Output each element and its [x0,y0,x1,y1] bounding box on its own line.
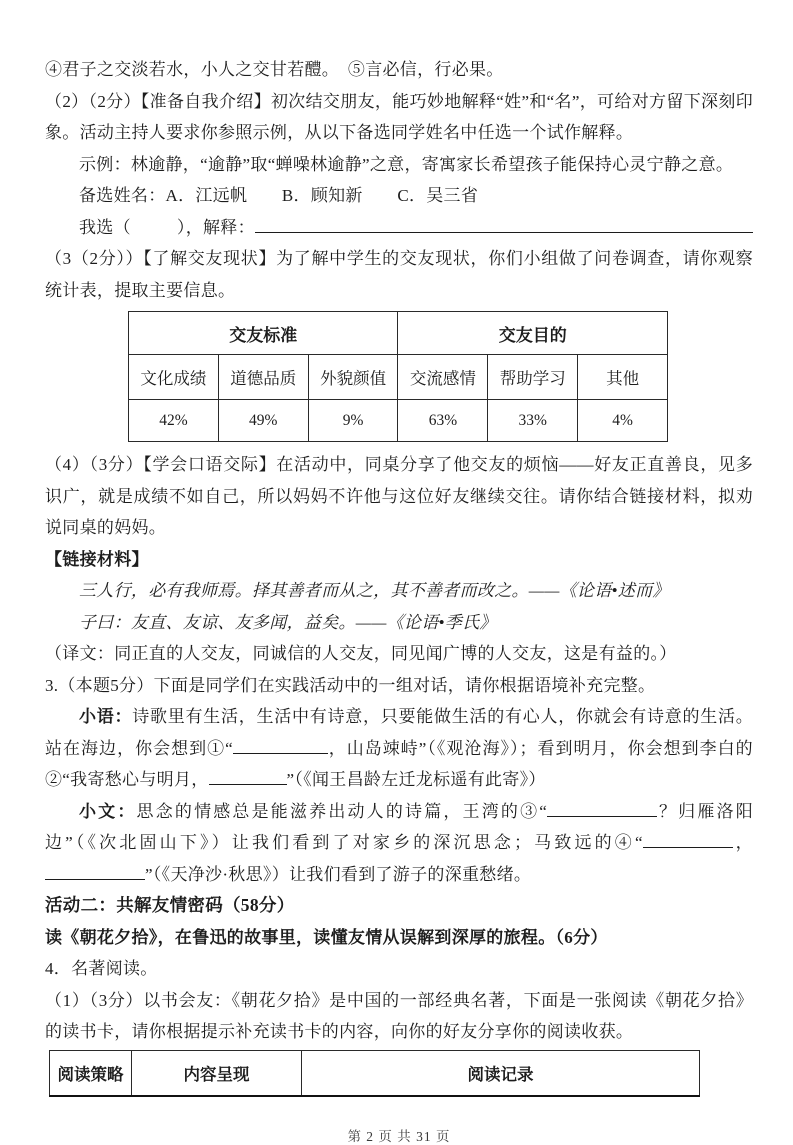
q2-intro-text: （2）（2分）【准备自我介绍】初次结交朋友，能巧妙地解释“姓”和“名”，可给对方留下深刻印象。活动主持人要求你参照示例，从以下备选同学姓名中任选一个试作解释。 [45,91,753,142]
xiaoyu-text-b: ，山岛竦峙”（《观沧海》）；看到明月，你会想到李白的②“我寄愁心与明月， [45,738,753,789]
survey-col-3: 交流感情 [398,355,488,400]
xiaowen-text-b: ？归雁洛阳边”（《次北固山下》）让我们看到了对家乡的深沉思念；马致远的④“ [45,801,754,852]
xiaowen-text-a: 思念的情感总是能滋养出动人的诗篇，王湾的③“ [136,801,548,821]
xiaowen-dialog [45,796,753,891]
poem-blank-2 [209,770,287,785]
survey-group-purpose: 交友目的 [398,312,668,355]
q2-candidates [45,180,753,212]
activity2-subheading [45,922,753,954]
q4-sub1-text: （1）（3分）以书会友：《朝花夕拾》是中国的一部经典名著，下面是一张阅读《朝花夕拾》的读书卡，请你根据提示补充读书卡的内容，向你的好友分享你的阅读收获。 [45,990,753,1041]
analects-quote-1 [45,575,753,607]
survey-col-2: 外貌颜值 [308,355,398,400]
reading-card-col-content: 内容呈现 [132,1050,302,1096]
survey-value-row [129,400,668,442]
survey-col-0: 文化成绩 [129,355,219,400]
poem-blank-4b [45,865,145,880]
survey-val-1: 49% [218,400,308,442]
link-material-title-text: 【链接材料】 [45,549,149,569]
q4-intro-text: （4）（3分）【学会口语交际】在活动中，同桌分享了他交友的烦恼——好友正直善良，见多识广，就是成绩不如自己，所以妈妈不许他与这位好友继续交往。请你结合链接材料，拟劝说同桌的妈妈。 [45,455,753,537]
page-footer [45,1125,753,1145]
q3main-intro-text: 3.（本题5分）下面是同学们在实践活动中的一组对话，请你根据语境补充完整。 [45,675,656,695]
xiaoyu-label: 小语： [79,707,133,726]
survey-val-4: 33% [488,400,578,442]
reading-card-col-strategy: 阅读策略 [50,1050,132,1096]
xiaowen-label: 小文： [79,801,137,821]
activity2-heading [45,890,753,922]
poem-blank-1 [233,739,328,754]
q2-answer-line [45,212,753,244]
q2-intro [45,86,753,149]
survey-val-0: 42% [129,400,219,442]
q2-candidates-text: 备选姓名：A．江远帆 B．顾知新 C．吴三省 [79,186,479,205]
reading-card-col-record: 阅读记录 [302,1050,700,1096]
q2-example-text: 示例：林逾静，“逾静”取“蝉噪林逾静”之意，寄寓家长希望孩子能保持心灵宁静之意。 [79,154,734,174]
xiaowen-text-d: ”（《天净沙·秋思》）让我们看到了游子的深重愁绪。 [145,864,532,884]
q4-title-text: 4．名著阅读。 [45,959,158,978]
poem-blank-3 [547,802,657,817]
survey-val-2: 9% [308,400,398,442]
q3main-intro [45,670,753,702]
friendship-survey-table [128,311,668,442]
q2-example [45,149,753,181]
xiaoyu-dialog [45,701,753,796]
reading-card-header-row [50,1050,700,1096]
activity2-subheading-text: 读《朝花夕拾》，在鲁迅的故事里，读懂友情从误解到深厚的旅程。（6分） [45,927,608,947]
survey-header-row [129,355,668,400]
survey-col-4: 帮助学习 [488,355,578,400]
maxims-line [45,54,753,86]
analects-quote-2-text: 子曰：友直、友谅、友多闻，益矣。——《论语•季氏》 [79,612,497,632]
activity2-heading-text: 活动二：共解友情密码（58分） [45,895,295,915]
q4-intro [45,449,753,544]
choose-mid: ），解释： [176,217,255,237]
survey-group-row [129,312,668,355]
page-number-text: 第 2 页 共 31 页 [347,1128,451,1144]
explanation-blank [255,218,753,233]
survey-group-standard: 交友标准 [129,312,398,355]
xiaowen-text-c: ， [732,833,753,852]
survey-val-3: 63% [398,400,488,442]
choose-prefix: 我选（ [79,217,131,237]
q4-sub1 [45,985,753,1048]
q3-intro [45,243,753,306]
maxims-text: ④君子之交淡若水，小人之交甘若醴。 ⑤言必信，行必果。 [45,60,504,79]
translation-note [45,638,753,670]
translation-note-text: （译文：同正直的人交友，同诚信的人交友，同见闻广博的人交友，这是有益的。） [45,644,677,663]
survey-val-5: 4% [578,400,668,442]
q4-title [45,953,753,985]
analects-quote-1-text: 三人行，必有我师焉。择其善者而从之，其不善者而改之。——《论语•述而》 [79,581,670,600]
link-material-title [45,544,753,576]
survey-col-1: 道德品质 [218,355,308,400]
survey-col-5: 其他 [578,355,668,400]
xiaoyu-text-c: ”（《闻王昌龄左迁龙标遥有此寄》） [286,770,546,789]
xiaoyu-text-a: 诗歌里有生活，生活中有诗意，只要能做生活的有心人，你就会有诗意的生活。站在海边，你会想到①“ [45,707,753,758]
reading-card-table [49,1050,700,1097]
q3-intro-text: （3（2分））【了解交友现状】为了解中学生的交友现状，你们小组做了问卷调查，请你观察统计表，提取主要信息。 [45,249,753,300]
analects-quote-2 [45,607,753,639]
poem-blank-4a [643,833,733,848]
